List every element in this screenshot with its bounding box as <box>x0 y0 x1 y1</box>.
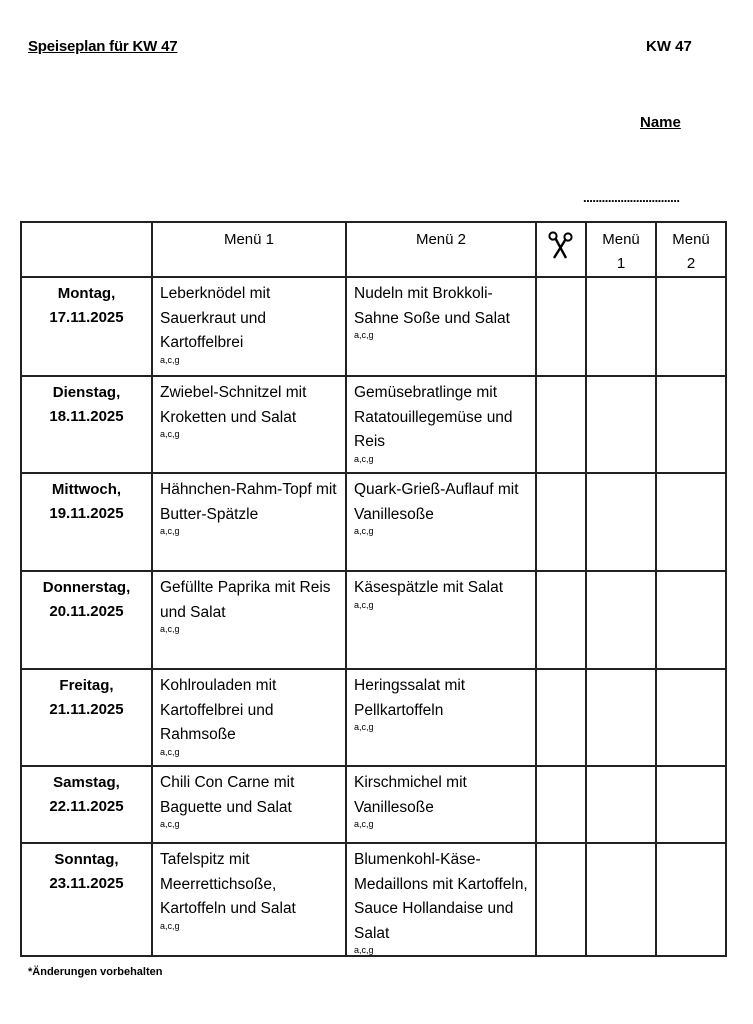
day-cell <box>21 766 152 843</box>
day-date: 19.11.2025 <box>49 505 124 522</box>
header-menu1: Menü 1 <box>152 222 346 277</box>
menu2-allergens: a,c,g <box>354 330 374 340</box>
name-label: Name <box>640 114 681 131</box>
header-order-menu1 <box>586 222 656 277</box>
menu-table <box>20 221 727 957</box>
menu2-dish: Gemüsebratlinge mit Ratatouillegemüse und Reis <box>354 384 513 450</box>
menu2-allergens: a,c,g <box>354 526 374 536</box>
menu2-dish: Kirschmichel mit Vanillesoße <box>354 774 467 816</box>
menu1-dish: Leberknödel mit Sauerkraut und Kartoffelbrei <box>160 285 271 351</box>
day-date: 23.11.2025 <box>49 875 124 892</box>
menu2-cell <box>346 669 536 766</box>
menu1-cell <box>152 571 346 669</box>
menu1-dish: Gefüllte Paprika mit Reis und Salat <box>160 579 331 621</box>
order-menu2-cell[interactable] <box>656 843 726 956</box>
day-name: Freitag, <box>59 677 114 694</box>
menu1-allergens: a,c,g <box>160 746 180 757</box>
day-cell <box>21 843 152 956</box>
header-menu2: Menü 2 <box>346 222 536 277</box>
menu1-cell <box>152 669 346 766</box>
menu2-cell <box>346 277 536 376</box>
day-cell <box>21 669 152 766</box>
menu1-cell <box>152 277 346 376</box>
order-menu1-cell[interactable] <box>586 277 656 376</box>
order-menu2-cell[interactable] <box>656 669 726 766</box>
menu2-allergens: a,c,g <box>354 722 374 732</box>
menu1-cell <box>152 766 346 843</box>
menu1-cell <box>152 473 346 571</box>
day-date: 18.11.2025 <box>49 408 124 425</box>
order-menu1-cell[interactable] <box>586 766 656 843</box>
order-menu1-cell[interactable] <box>586 843 656 956</box>
header-day <box>21 222 152 277</box>
menu1-cell <box>152 376 346 473</box>
page-title: Speiseplan für KW 47 <box>28 38 178 55</box>
day-cell <box>21 571 152 669</box>
menu1-allergens: a,c,g <box>160 354 180 365</box>
header-order-menu1-num: 1 <box>616 255 626 272</box>
menu2-dish: Quark-Grieß-Auflauf mit Vanillesoße <box>354 481 519 523</box>
table-row <box>21 571 726 669</box>
cancel-checkbox-cell[interactable] <box>536 766 586 843</box>
menu1-allergens: a,c,g <box>160 624 180 634</box>
day-name: Sonntag, <box>54 851 119 868</box>
day-cell <box>21 376 152 473</box>
order-menu1-cell[interactable] <box>586 571 656 669</box>
menu2-dish: Heringssalat mit Pellkartoffeln <box>354 677 466 719</box>
header-scissors <box>536 222 586 277</box>
order-menu1-cell[interactable] <box>586 376 656 473</box>
order-menu2-cell[interactable] <box>656 277 726 376</box>
day-name: Dienstag, <box>52 384 121 401</box>
menu2-allergens: a,c,g <box>354 599 374 610</box>
menu1-dish: Kohlrouladen mit Kartoffelbrei und Rahmsoße <box>160 677 277 743</box>
table-row <box>21 277 726 376</box>
cancel-checkbox-cell[interactable] <box>536 277 586 376</box>
day-name: Samstag, <box>53 774 120 791</box>
menu2-cell <box>346 843 536 956</box>
menu2-allergens: a,c,g <box>354 819 374 829</box>
day-date: 20.11.2025 <box>49 603 124 620</box>
footer-note: *Änderungen vorbehalten <box>28 966 163 978</box>
cancel-checkbox-cell[interactable] <box>536 843 586 956</box>
table-row <box>21 376 726 473</box>
menu2-cell <box>346 571 536 669</box>
cancel-checkbox-cell[interactable] <box>536 669 586 766</box>
menu1-allergens: a,c,g <box>160 920 180 931</box>
order-menu2-cell[interactable] <box>656 766 726 843</box>
menu2-dish: Käsespätzle mit Salat <box>354 579 504 596</box>
header-order-menu2 <box>656 222 726 277</box>
name-field-line[interactable]: ............................... <box>583 190 680 205</box>
menu1-dish: Tafelspitz mit Meerrettichsoße, Kartoffeln und Salat <box>160 851 296 917</box>
cancel-checkbox-cell[interactable] <box>536 376 586 473</box>
day-cell <box>21 277 152 376</box>
menu2-dish: Blumenkohl-Käse-Medaillons mit Kartoffeln, Sauce Hollandaise und Salat <box>354 851 528 942</box>
week-label: KW 47 <box>646 38 692 55</box>
table-row <box>21 669 726 766</box>
table-header-row <box>21 222 726 277</box>
order-menu1-cell[interactable] <box>586 473 656 571</box>
menu1-dish: Zwiebel-Schnitzel mit Kroketten und Salat <box>160 384 307 426</box>
day-name: Donnerstag, <box>42 579 131 596</box>
menu1-dish: Hähnchen-Rahm-Topf mit Butter-Spätzle <box>160 481 337 523</box>
menu2-dish: Nudeln mit Brokkoli-Sahne Soße und Salat <box>354 285 510 327</box>
day-cell <box>21 473 152 571</box>
menu1-allergens: a,c,g <box>160 429 180 439</box>
scissors-icon <box>546 228 576 262</box>
menu2-allergens: a,c,g <box>354 453 374 464</box>
menu2-cell <box>346 473 536 571</box>
table-row <box>21 473 726 571</box>
day-date: 22.11.2025 <box>49 798 124 815</box>
table-row <box>21 766 726 843</box>
menu1-dish: Chili Con Carne mit Baguette und Salat <box>160 774 295 816</box>
day-name: Montag, <box>57 285 116 302</box>
cancel-checkbox-cell[interactable] <box>536 571 586 669</box>
order-menu1-cell[interactable] <box>586 669 656 766</box>
order-menu2-cell[interactable] <box>656 473 726 571</box>
header-order-menu1-word: Menü <box>602 231 640 248</box>
order-menu2-cell[interactable] <box>656 571 726 669</box>
order-menu2-cell[interactable] <box>656 376 726 473</box>
menu2-cell <box>346 376 536 473</box>
day-name: Mittwoch, <box>51 481 122 498</box>
cancel-checkbox-cell[interactable] <box>536 473 586 571</box>
menu1-allergens: a,c,g <box>160 819 180 829</box>
table-row <box>21 843 726 956</box>
menu2-cell <box>346 766 536 843</box>
menu2-allergens: a,c,g <box>354 945 374 955</box>
header-order-menu2-num: 2 <box>686 255 696 272</box>
day-date: 17.11.2025 <box>49 309 124 326</box>
header-order-menu2-word: Menü <box>672 231 710 248</box>
menu1-cell <box>152 843 346 956</box>
menu1-allergens: a,c,g <box>160 526 180 536</box>
day-date: 21.11.2025 <box>49 701 124 718</box>
